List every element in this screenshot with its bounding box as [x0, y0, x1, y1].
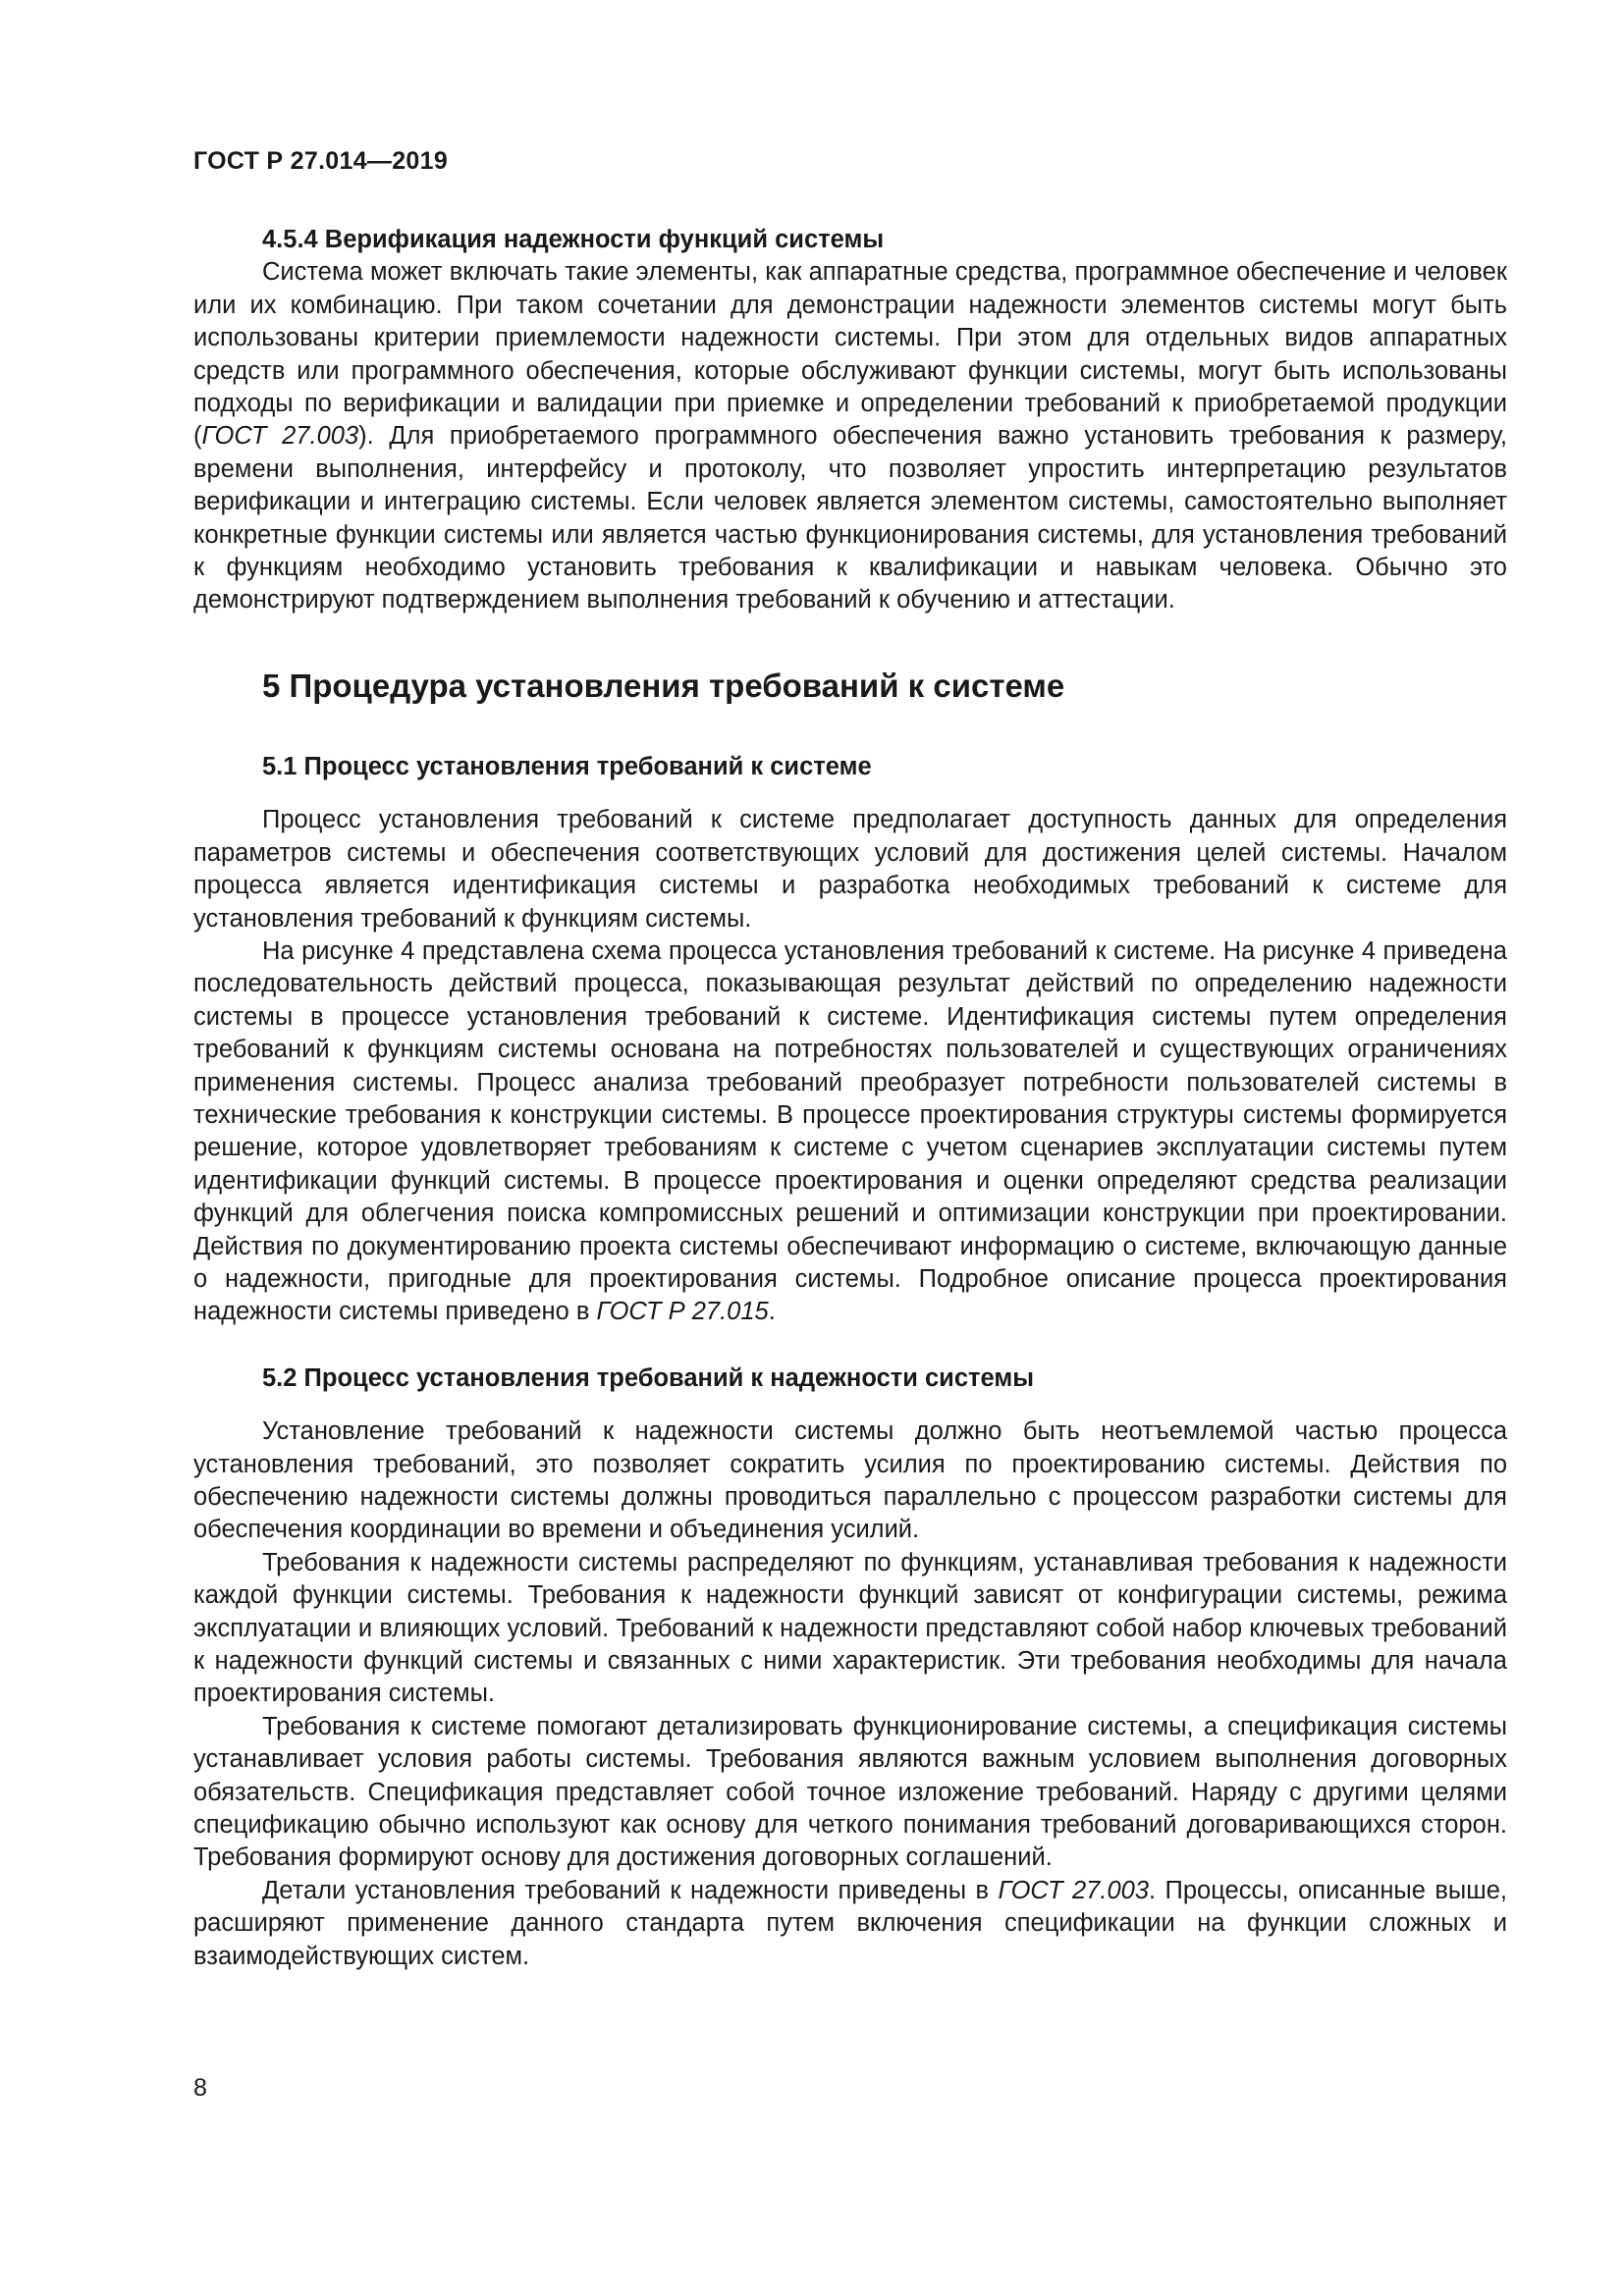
standard-reference: ГОСТ 27.003 — [201, 422, 359, 451]
section-5-2-paragraph-4: Детали установления требований к надежности приведены в ГОСТ 27.003. Процессы, описанные выше, расширяют применение данного стандарта путем включения спецификации на функции сложных и взаимодействующих систем. — [193, 1876, 1507, 1970]
page-body — [193, 224, 1507, 1973]
section-5-title: 5 Процедура установления требований к системе — [262, 667, 1065, 704]
standard-reference: ГОСТ Р 27.015 — [596, 1298, 769, 1326]
section-5-2-paragraph-1: Установление требований к надежности системы должно быть неотъемлемой частью процесса установления требований, это позволяет сократить усилия по проектированию системы. Действия по обеспечению надежности системы должны проводиться параллельно с процессом разработки системы для обеспечения координации во времени и объединения усилий. — [193, 1417, 1507, 1544]
document-code-header: ГОСТ Р 27.014—2019 — [193, 147, 449, 175]
standard-reference: ГОСТ 27.003 — [998, 1876, 1149, 1904]
section-5-2-title: 5.2 Процесс установления требований к надежности системы — [262, 1363, 1035, 1392]
page-number: 8 — [193, 2074, 207, 2102]
section-4-5-4-paragraph-1: Система может включать такие элементы, как аппаратные средства, программное обеспечение и человек или их комбинацию. При таком сочетании для демонстрации надежности элементов системы могут быть использованы критерии приемлемости надежности системы. При этом для отдельных видов аппаратных средств или программного обеспечения, которые обслуживают функции системы, могут быть использованы подходы по верификации и валидации при приемке и определении требований к приобретаемой продукции (ГОСТ 27.003). Для приобретаемого программного обеспечения важно установить требования к размеру, времени выполнения, интерфейсу и протоколу, что позволяет упростить интерпретацию результатов верификации и интеграцию системы. Если человек является элементом системы, самостоятельно выполняет конкретные функции системы или является частью функционирования системы, для установления требований к функциям необходимо установить требования к квалификации и навыкам человека. Обычно это демонстрируют подтверждением выполнения требований к обучению и аттестации. — [193, 258, 1507, 614]
section-5-2-paragraph-3: Требования к системе помогают детализировать функционирование системы, а спецификация системы устанавливает условия работы системы. Требования являются важным условием выполнения договорных обязательств. Спецификация представляет собой точное изложение требований. Наряду с другими целями спецификацию обычно используют как основу для четкого понимания требований договаривающихся сторон. Требования формируют основу для достижения договорных соглашений. — [193, 1712, 1507, 1872]
section-5-1-paragraph-1: Процесс установления требований к системе предполагает доступность данных для определения параметров системы и обеспечения соответствующих условий для достижения целей системы. Началом процесса является идентификация системы и разработка необходимых требований к системе для установления требований к функциям системы. — [193, 806, 1507, 933]
section-5-1-paragraph-2: На рисунке 4 представлена схема процесса установления требований к системе. На рисунке 4 приведена последовательность действий процесса, показывающая результат действий по определению надежности системы в процессе установления требований к системе. Идентификация системы путем определения требований к функциям системы основана на потребностях пользователей и существующих ограничениях применения системы. Процесс анализа требований преобразует потребности пользователей системы в технические требования к конструкции системы. В процессе проектирования структуры системы формируется решение, которое удовлетворяет требованиям к системе с учетом сценариев эксплуатации системы путем идентификации функций системы. В процессе проектирования и оценки определяют средства реализации функций для облегчения поиска компромиссных решений и оптимизации конструкции при проектировании. Действия по документированию проекта системы обеспечивают информацию о системе, включающую данные о надежности, пригодные для проектирования системы. Подробное описание процесса проектирования надежности системы приведено в ГОСТ Р 27.015. — [193, 936, 1507, 1326]
section-5-1-title: 5.1 Процесс установления требований к системе — [262, 752, 872, 780]
section-4-5-4-title: 4.5.4 Верификация надежности функций системы — [262, 226, 885, 253]
section-5-2-paragraph-2: Требования к надежности системы распределяют по функциям, устанавливая требования к надежности каждой функции системы. Требования к надежности функций зависят от конфигурации системы, режима эксплуатации и влияющих условий. Требований к надежности представляют собой набор ключевых требований к надежности функций системы и связанных с ними характеристик. Эти требования необходимы для начала проектирования системы. — [193, 1548, 1507, 1708]
